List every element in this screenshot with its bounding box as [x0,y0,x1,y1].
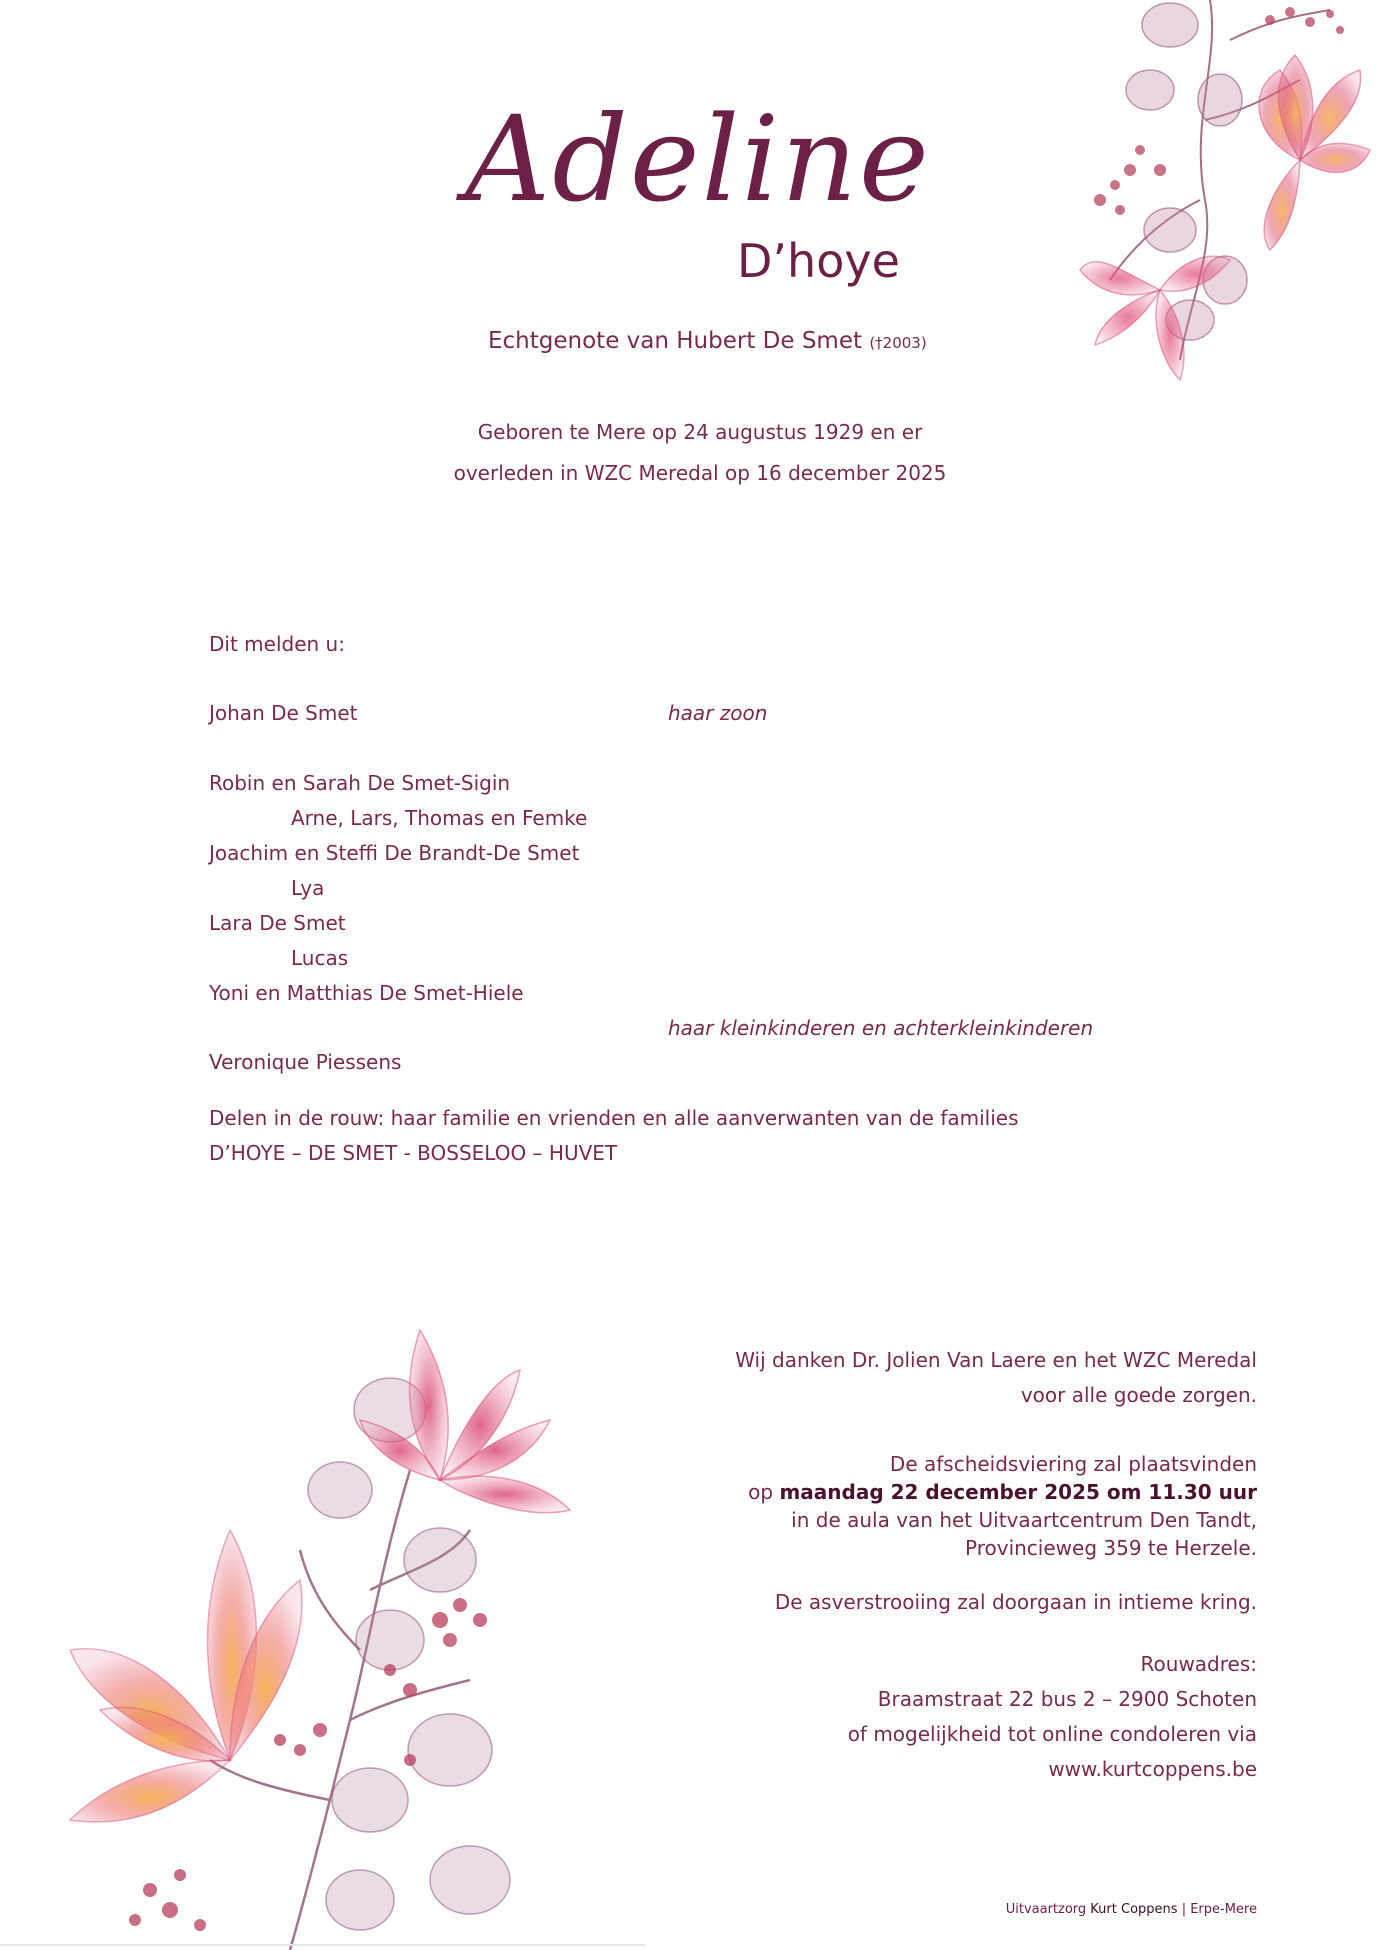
service-line-1: De afscheidsviering zal plaatsvinden [889,1452,1257,1476]
footer-prefix: Uitvaartzorg [1005,1902,1087,1917]
family-names: D’HOYE – DE SMET - BOSSELOO – HUVET [209,1141,618,1165]
grandchild-line: Joachim en Steffi De Brandt-De Smet [209,841,580,865]
grandchildren-role: haar kleinkinderen en achterkleinkinderen [668,1016,1094,1040]
family-intro: Dit melden u: [209,632,345,656]
service-line-4: Provincieweg 359 te Herzele. [965,1536,1257,1560]
spouse-death-year: (†2003) [869,334,927,352]
service-prefix: op [748,1480,780,1504]
ashes-line: De asverstrooiing zal doorgaan in intieme kring. [774,1590,1257,1614]
service-date-time: maandag 22 december 2025 om 11.30 uur [779,1480,1257,1504]
service-line-3: in de aula van het Uitvaartcentrum Den Tandt, [791,1508,1257,1532]
mourning-address: Braamstraat 22 bus 2 – 2900 Schoten [877,1687,1257,1711]
bottom-divider [0,1944,645,1946]
great-grandchild-line: Arne, Lars, Thomas en Femke [291,806,588,830]
grandchild-line: Yoni en Matthias De Smet-Hiele [209,981,524,1005]
deceased-surname: D’hoye [737,234,900,288]
death-line: overleden in WZC Meredal op 16 december 2025 [453,461,947,485]
footer-place: Erpe-Mere [1190,1902,1257,1917]
other-relative: Veronique Piessens [209,1050,402,1074]
birth-line: Geboren te Mere op 24 augustus 1929 en er [477,420,923,444]
great-grandchild-line: Lya [291,876,325,900]
website-link[interactable]: www.kurtcoppens.be [1048,1757,1257,1781]
grandchild-line: Lara De Smet [209,911,346,935]
thanks-line-2: voor alle goede zorgen. [1020,1383,1257,1407]
service-line-2 [748,1480,1257,1504]
floral-decoration-top-right [1040,0,1370,390]
grandchild-line: Robin en Sarah De Smet-Sigin [209,771,511,795]
son-name: Johan De Smet [209,701,358,725]
floral-decoration-bottom-left [30,1320,670,1950]
mourning-line: Delen in de rouw: haar familie en vrienden en alle aanverwanten van de families [209,1106,1019,1130]
spouse-line [488,328,927,354]
deceased-first-name: Adeline [465,90,931,228]
footer-company: Kurt Coppens [1090,1902,1178,1917]
condolence-line: of mogelijkheid tot online condoleren via [847,1722,1257,1746]
great-grandchild-line: Lucas [291,946,349,970]
spouse-name: Echtgenote van Hubert De Smet [488,328,862,354]
son-role: haar zoon [668,701,768,725]
footer-separator: | [1181,1902,1187,1917]
address-label: Rouwadres: [1140,1652,1257,1676]
funeral-home-credit [1006,1902,1257,1917]
thanks-line-1: Wij danken Dr. Jolien Van Laere en het WZC Meredal [735,1348,1257,1372]
life-dates [400,412,1000,494]
